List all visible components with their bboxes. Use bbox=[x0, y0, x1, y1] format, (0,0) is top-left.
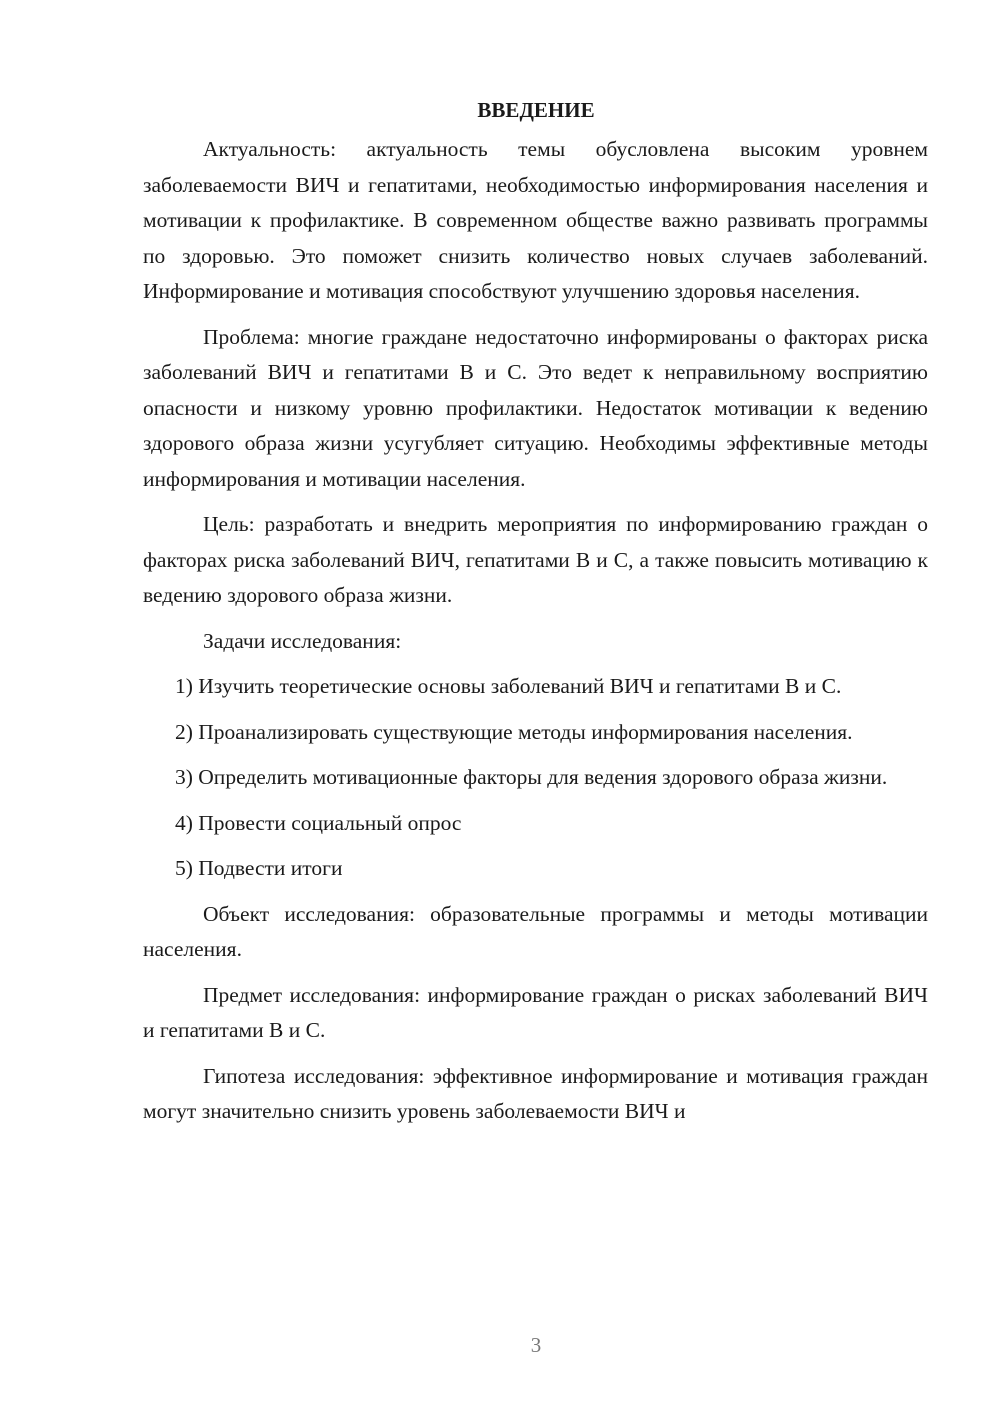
paragraph-relevance: Актуальность: актуальность темы обусловлена высоким уровнем заболеваемости ВИЧ и гепатитами, необходимостью информирования населения и мотивации к профилактике. В современном обществе важно развивать программы по здоровью. Это поможет снизить количество новых случаев заболеваний. Информирование и мотивация способствуют улучшению здоровья населения. bbox=[143, 137, 928, 303]
paragraph-problem: Проблема: многие граждане недостаточно информированы о факторах риска заболеваний ВИЧ и гепатитами В и С. Это ведет к неправильному восприятию опасности и низкому уровню профилактики. Недостаток мотивации к ведению здорового образа жизни усугубляет ситуацию. Необходимы эффективные методы информирования и мотивации населения. bbox=[143, 324, 928, 491]
task-item-5: 5) Подвести итоги bbox=[175, 856, 343, 880]
task-item-2: 2) Проанализировать существующие методы информирования населения. bbox=[175, 719, 853, 744]
page-number: 3 bbox=[530, 1333, 542, 1357]
paragraph-hypothesis: Гипотеза исследования: эффективное информирование и мотивация граждан могут значительно снизить уровень заболеваемости ВИЧ и bbox=[143, 1063, 928, 1123]
page-title: ВВЕДЕНИЕ bbox=[477, 98, 595, 122]
paragraph-goal: Цель: разработать и внедрить мероприятия по информированию граждан о факторах риска заболеваний ВИЧ, гепатитами В и С, а также повысить мотивацию к ведению здорового образа жизни. bbox=[143, 512, 928, 607]
tasks-title: Задачи исследования: bbox=[203, 628, 402, 653]
task-item-3: 3) Определить мотивационные факторы для ведения здорового образа жизни. bbox=[175, 765, 888, 789]
task-item-1: 1) Изучить теоретические основы заболеваний ВИЧ и гепатитами В и С. bbox=[175, 674, 842, 698]
paragraph-subject: Предмет исследования: информирование граждан о рисках заболеваний ВИЧ и гепатитами В и С. bbox=[143, 982, 928, 1042]
paragraph-object: Объект исследования: образовательные программы и методы мотивации населения. bbox=[143, 901, 928, 961]
task-item-4: 4) Провести социальный опрос bbox=[175, 810, 462, 835]
document-page bbox=[143, 92, 928, 1140]
